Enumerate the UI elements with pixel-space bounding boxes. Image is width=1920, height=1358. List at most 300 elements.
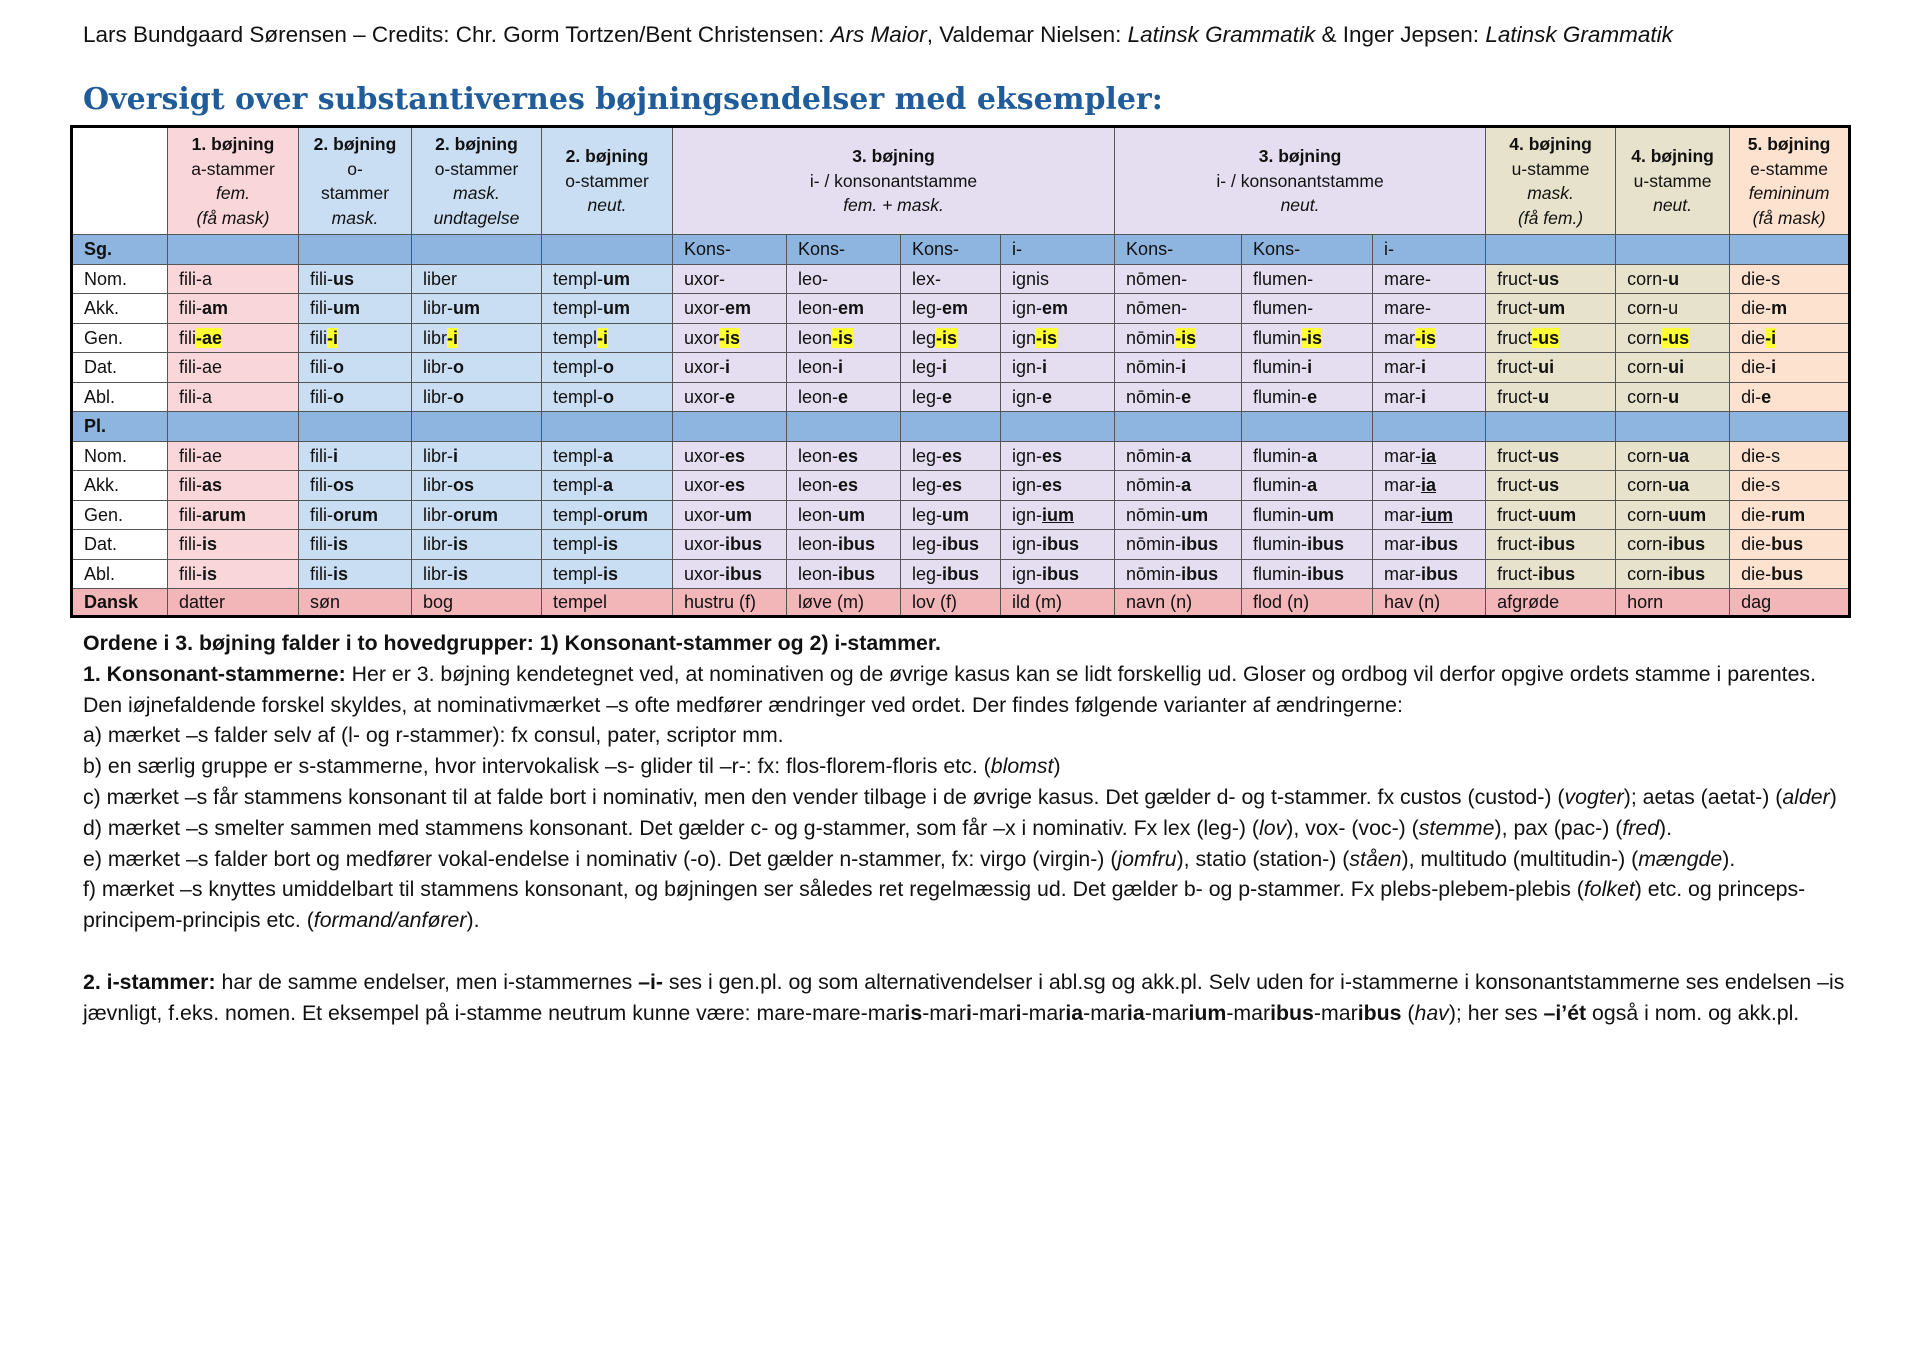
table-cell xyxy=(901,412,1001,442)
section-row xyxy=(72,412,1850,442)
form-part: -is xyxy=(1036,327,1058,348)
table-cell xyxy=(1001,589,1115,617)
table-cell xyxy=(673,559,787,589)
form-part: fili- xyxy=(310,475,333,496)
form-part: i xyxy=(1307,357,1313,378)
form-part: -is xyxy=(1415,327,1437,348)
form-part: arum xyxy=(202,504,247,525)
table-cell xyxy=(542,471,673,501)
form-part: ua xyxy=(1668,445,1690,466)
form-part: fili- xyxy=(179,534,202,555)
table-cell xyxy=(1373,382,1486,412)
form-part: i xyxy=(725,357,731,378)
table-cell xyxy=(1616,294,1730,324)
form-part: e xyxy=(1761,386,1772,407)
table-cell xyxy=(787,353,901,383)
form-part: leg- xyxy=(912,298,943,319)
header-line: 4. bøjning xyxy=(1631,146,1714,167)
form-part: libr- xyxy=(423,475,453,496)
form-part: ign- xyxy=(1012,386,1043,407)
form-part: templ- xyxy=(553,534,604,555)
table-cell xyxy=(1001,471,1115,501)
text-run: blomst xyxy=(990,754,1054,779)
table-cell xyxy=(1730,412,1850,442)
declension-table xyxy=(70,125,1851,618)
text-run: 1. Konsonant-stammerne: xyxy=(83,661,346,686)
form-part: us xyxy=(333,268,355,289)
form-part: leg- xyxy=(912,445,943,466)
table-cell xyxy=(1730,441,1850,471)
text-run: -mar xyxy=(1021,1000,1066,1025)
form-part: am xyxy=(202,298,229,319)
form-part: ibus xyxy=(838,534,876,555)
form-part: templ- xyxy=(553,386,604,407)
form-part: corn- xyxy=(1627,475,1669,496)
header-line: mask. xyxy=(453,183,500,203)
form-part: em xyxy=(942,298,969,319)
form-part: libr- xyxy=(423,298,453,319)
text-run: ), pax (pac-) ( xyxy=(1494,815,1623,840)
header-line: i- / konsonantstamme xyxy=(809,170,978,191)
paragraph xyxy=(83,782,1853,813)
form-part: ui xyxy=(1668,357,1685,378)
credits-line xyxy=(83,22,1673,48)
form-part: leg- xyxy=(912,534,943,555)
form-part: fruct- xyxy=(1497,504,1539,525)
form-part: es xyxy=(838,475,859,496)
form-part: ibus xyxy=(1668,563,1706,584)
form-part: nōmin- xyxy=(1126,504,1182,525)
table-cell xyxy=(412,235,542,265)
form-part: fili- xyxy=(310,534,333,555)
table-cell xyxy=(1486,382,1616,412)
text-run: e) mærket –s falder bort og medfører vokal-endelse i nominativ (-o). Det gælder n-stammer, fx: virgo (virgin-) ( xyxy=(83,846,1118,871)
form-part: um xyxy=(603,268,631,289)
form-part: e xyxy=(942,386,953,407)
table-cell xyxy=(299,294,412,324)
stem-label: Kons- xyxy=(798,239,846,260)
table-cell xyxy=(168,559,299,589)
form-part: nōmen- xyxy=(1126,298,1188,319)
form-part: flumen- xyxy=(1253,298,1314,319)
text-run: b) en særlig gruppe er s-stammerne, hvor intervokalisk –s- glider til –r-: fx: flos-florem-floris etc. ( xyxy=(83,754,991,779)
form-part: i xyxy=(453,445,459,466)
row-label: Pl. xyxy=(72,412,168,442)
form-part: -i xyxy=(1765,327,1777,348)
form-part: ibus xyxy=(1538,534,1576,555)
text-run: Ordene i 3. bøjning falder i to hovedgrupper: 1) Konsonant-stammer og 2) i-stammer. xyxy=(83,631,941,655)
table-cell xyxy=(787,264,901,294)
row-label: Dat. xyxy=(72,530,168,560)
form-part: -ae xyxy=(196,327,223,348)
form-part: flumin- xyxy=(1253,534,1308,555)
form-part: templ xyxy=(553,327,598,348)
form-part: libr- xyxy=(423,386,453,407)
table-cell xyxy=(542,382,673,412)
text-run: formand/anfører xyxy=(313,908,467,933)
form-part: uxor- xyxy=(684,445,726,466)
form-part: flumin xyxy=(1253,327,1302,348)
table-cell xyxy=(1373,589,1486,617)
form-part: tempel xyxy=(553,592,608,612)
text-run: ), vox- (voc-) ( xyxy=(1286,815,1419,840)
form-part: i xyxy=(1421,386,1427,407)
table-cell xyxy=(412,471,542,501)
table-cell xyxy=(1115,235,1242,265)
form-part: fruct- xyxy=(1497,298,1539,319)
form-part: fili-a xyxy=(179,386,213,407)
form-part: um xyxy=(453,298,480,319)
form-part: navn (n) xyxy=(1126,592,1193,612)
table-cell xyxy=(1616,323,1730,353)
form-part: orum xyxy=(453,504,498,525)
stem-label: Kons- xyxy=(1253,239,1301,260)
row-label: Abl. xyxy=(72,382,168,412)
row-label: Dansk xyxy=(72,589,168,617)
form-part: ibus xyxy=(1307,563,1345,584)
header-line: (få mask) xyxy=(196,207,270,228)
table-row xyxy=(72,500,1850,530)
text-run: –i- xyxy=(638,969,663,994)
form-part: mare- xyxy=(1384,298,1432,319)
text-run: ia xyxy=(1126,1000,1145,1025)
form-part: ui xyxy=(1538,357,1555,378)
form-part: um xyxy=(333,298,360,319)
text-run: -mar xyxy=(1083,1000,1127,1025)
declension-table-wrapper xyxy=(70,125,1848,618)
form-part: orum xyxy=(333,504,378,525)
table-cell xyxy=(901,353,1001,383)
form-part: libr xyxy=(423,327,448,348)
form-part: um xyxy=(725,504,753,525)
form-part: i xyxy=(1181,357,1187,378)
form-part: fili-ae xyxy=(179,357,223,378)
table-cell xyxy=(787,235,901,265)
form-part: i xyxy=(1421,357,1427,378)
form-part: -is xyxy=(1175,327,1197,348)
form-part: is xyxy=(453,534,469,555)
form-part: corn- xyxy=(1627,504,1669,525)
table-cell xyxy=(542,264,673,294)
header-cell xyxy=(542,127,673,235)
form-part: corn- xyxy=(1627,298,1669,319)
form-part: es xyxy=(942,475,963,496)
stem-label: Kons- xyxy=(684,239,732,260)
form-part: os xyxy=(333,475,355,496)
section-row xyxy=(72,235,1850,265)
table-row xyxy=(72,559,1850,589)
table-cell xyxy=(1115,412,1242,442)
table-cell xyxy=(412,589,542,617)
text-run: også i nom. og akk.pl. xyxy=(1586,1000,1800,1025)
table-row xyxy=(72,530,1850,560)
form-part: ibus xyxy=(725,563,763,584)
form-part: ibus xyxy=(725,534,763,555)
table-cell xyxy=(1242,294,1373,324)
form-part: ign- xyxy=(1012,563,1043,584)
header-line: 4. bøjning xyxy=(1509,134,1592,154)
form-part: leon- xyxy=(798,298,839,319)
table-cell xyxy=(1001,323,1115,353)
table-cell xyxy=(1486,530,1616,560)
form-part: ibus xyxy=(838,563,876,584)
table-cell xyxy=(1373,323,1486,353)
form-part: ign- xyxy=(1012,504,1043,525)
header-line: 5. bøjning xyxy=(1747,134,1831,154)
form-part: løve (m) xyxy=(798,592,864,612)
form-part: leon- xyxy=(798,386,839,407)
form-part: uxor- xyxy=(684,386,726,407)
header-line: neut. xyxy=(1280,195,1320,216)
paragraph xyxy=(83,844,1853,875)
header-line: fem. + mask. xyxy=(843,195,944,216)
table-cell xyxy=(299,471,412,501)
form-part: fili-ae xyxy=(179,445,223,466)
form-part: flumen- xyxy=(1253,268,1314,289)
form-part: ua xyxy=(1668,475,1690,496)
form-part: es xyxy=(725,445,746,466)
text-run: ) xyxy=(1829,784,1837,809)
header-line: 3. bøjning xyxy=(1258,146,1342,167)
dansk-row xyxy=(72,589,1850,617)
text-run: ). xyxy=(1722,846,1736,871)
form-part: mar- xyxy=(1384,357,1422,378)
table-cell xyxy=(787,559,901,589)
form-part: i xyxy=(333,445,339,466)
table-row xyxy=(72,471,1850,501)
table-cell xyxy=(1242,500,1373,530)
form-part: m xyxy=(1771,298,1788,319)
table-cell xyxy=(1616,441,1730,471)
header-line: o-stammer xyxy=(434,158,519,179)
form-part: em xyxy=(838,298,865,319)
table-row xyxy=(72,294,1850,324)
form-part: hav (n) xyxy=(1384,592,1441,612)
header-line: mask. xyxy=(1527,183,1574,203)
form-part: leg- xyxy=(912,504,943,525)
table-cell xyxy=(412,500,542,530)
table-cell xyxy=(673,382,787,412)
form-part: leg- xyxy=(912,386,943,407)
text-run: folket xyxy=(1583,877,1635,902)
form-part: templ- xyxy=(553,475,604,496)
table-cell xyxy=(412,264,542,294)
form-part: fili- xyxy=(310,445,333,466)
form-part: fili- xyxy=(179,298,202,319)
form-part: uxor xyxy=(684,327,720,348)
table-cell xyxy=(168,500,299,530)
table-cell xyxy=(1001,530,1115,560)
table-cell xyxy=(901,530,1001,560)
form-part: i xyxy=(942,357,948,378)
form-part: flumin- xyxy=(1253,475,1308,496)
text-run: vogter xyxy=(1564,784,1624,809)
table-cell xyxy=(1242,559,1373,589)
form-part: ibus xyxy=(1042,534,1080,555)
form-part: mar- xyxy=(1384,563,1422,584)
credits-book-latinsk-grammatik-1: Latinsk Grammatik xyxy=(1127,22,1316,47)
form-part: -us xyxy=(1662,327,1690,348)
form-part: die- xyxy=(1741,504,1772,525)
form-part: -is xyxy=(719,327,741,348)
form-part: us xyxy=(1538,268,1560,289)
table-cell xyxy=(1242,589,1373,617)
text-run: mængde xyxy=(1638,846,1723,871)
text-run: lov xyxy=(1259,815,1287,840)
text-run: fred xyxy=(1622,815,1660,840)
form-part: es xyxy=(1042,445,1063,466)
table-cell xyxy=(901,471,1001,501)
table-cell xyxy=(299,323,412,353)
text-run: a) mærket –s falder selv af (l- og r-stammer): fx consul, pater, scriptor mm. xyxy=(83,723,784,748)
header-line: (få mask) xyxy=(1752,207,1826,228)
form-part: ign xyxy=(1012,327,1037,348)
table-cell xyxy=(542,530,673,560)
table-cell xyxy=(1242,441,1373,471)
form-part: uxor- xyxy=(684,357,726,378)
header-cell xyxy=(673,127,1115,235)
table-cell xyxy=(1486,264,1616,294)
table-cell xyxy=(673,323,787,353)
form-part: corn- xyxy=(1627,268,1669,289)
table-cell xyxy=(542,441,673,471)
table-cell xyxy=(168,441,299,471)
form-part: die- xyxy=(1741,357,1772,378)
form-part: flod (n) xyxy=(1253,592,1310,612)
table-cell xyxy=(673,412,787,442)
form-part: es xyxy=(838,445,859,466)
form-part: is xyxy=(202,563,218,584)
form-part: is xyxy=(453,563,469,584)
table-cell xyxy=(168,382,299,412)
table-cell xyxy=(1730,323,1850,353)
table-cell xyxy=(1730,382,1850,412)
form-part: nōmin- xyxy=(1126,563,1182,584)
form-part: -i xyxy=(447,327,459,348)
text-run: ium xyxy=(1188,1000,1227,1025)
form-part: us xyxy=(1538,445,1560,466)
table-cell xyxy=(299,382,412,412)
table-cell xyxy=(299,412,412,442)
text-run: i xyxy=(1015,1000,1022,1025)
table-cell xyxy=(1730,294,1850,324)
table-cell xyxy=(542,235,673,265)
form-part: ibus xyxy=(1668,534,1706,555)
form-part: fili- xyxy=(179,475,202,496)
table-cell xyxy=(901,294,1001,324)
form-part: fruct- xyxy=(1497,534,1539,555)
table-cell xyxy=(787,589,901,617)
table-cell xyxy=(901,500,1001,530)
form-part: corn- xyxy=(1627,445,1669,466)
form-part: os xyxy=(453,475,475,496)
form-part: bog xyxy=(423,592,454,612)
form-part: nōmen- xyxy=(1126,268,1188,289)
text-run: hav xyxy=(1414,1000,1449,1025)
text-run: f) mærket –s knyttes umiddelbart til stammens konsonant, og bøjningen ser således ret regelmæssig ud. Det gælder b- og p-stammer. Fx plebs-plebem-plebis ( xyxy=(83,877,1584,902)
form-part: corn- xyxy=(1627,534,1669,555)
form-part: die- xyxy=(1741,563,1772,584)
table-cell xyxy=(1242,353,1373,383)
form-part: ild (m) xyxy=(1012,592,1062,612)
form-part: ignis xyxy=(1012,268,1050,289)
credits-mid-1: , Valdemar Nielsen: xyxy=(926,22,1128,47)
form-part: flumin- xyxy=(1253,563,1308,584)
table-cell xyxy=(1373,264,1486,294)
table-header xyxy=(72,127,1850,235)
form-part: fruct- xyxy=(1497,386,1539,407)
table-cell xyxy=(168,530,299,560)
form-part: ibus xyxy=(1181,534,1219,555)
table-cell xyxy=(1115,471,1242,501)
header-line: mask. xyxy=(331,207,379,228)
table-cell xyxy=(168,294,299,324)
form-part: mar- xyxy=(1384,534,1422,555)
table-cell xyxy=(412,294,542,324)
table-cell xyxy=(901,323,1001,353)
header-line: (få fem.) xyxy=(1517,207,1584,228)
table-cell xyxy=(1373,412,1486,442)
table-cell xyxy=(1242,530,1373,560)
table-cell xyxy=(542,294,673,324)
table-cell xyxy=(787,530,901,560)
form-part: fruct- xyxy=(1497,268,1539,289)
text-run: d) mærket –s smelter sammen med stammens konsonant. Det gælder c- og g-stammer, som får –x i nominativ. Fx lex (leg-) ( xyxy=(83,815,1260,840)
header-line: u-stamme xyxy=(1633,170,1712,191)
table-cell xyxy=(299,441,412,471)
table-cell xyxy=(1115,530,1242,560)
form-part: libr- xyxy=(423,357,453,378)
table-cell xyxy=(168,353,299,383)
table-cell xyxy=(1730,500,1850,530)
form-part: ibus xyxy=(942,563,980,584)
header-line: 2. bøjning xyxy=(435,134,518,154)
table-cell xyxy=(901,264,1001,294)
form-part: corn xyxy=(1627,327,1663,348)
form-part: uxor- xyxy=(684,504,726,525)
row-label: Nom. xyxy=(72,441,168,471)
table-cell xyxy=(1616,264,1730,294)
form-part: leon- xyxy=(798,445,839,466)
form-part: mar- xyxy=(1384,445,1422,466)
form-part: bus xyxy=(1771,534,1804,555)
credits-book-ars-maior: Ars Maior xyxy=(830,22,927,47)
table-cell xyxy=(1486,500,1616,530)
text-run: ( xyxy=(1401,1000,1415,1025)
form-part: a xyxy=(603,475,614,496)
form-part: datter xyxy=(179,592,226,612)
table-cell xyxy=(542,353,673,383)
text-run: -mar xyxy=(922,1000,966,1025)
table-cell xyxy=(1115,589,1242,617)
table-row xyxy=(72,353,1850,383)
table-cell xyxy=(1486,559,1616,589)
header-cell xyxy=(1486,127,1616,235)
form-part: rum xyxy=(1771,504,1806,525)
row-label: Gen. xyxy=(72,500,168,530)
text-run: ia xyxy=(1065,1000,1084,1025)
form-part: mar- xyxy=(1384,475,1422,496)
table-cell xyxy=(1486,294,1616,324)
form-part: um xyxy=(603,298,631,319)
form-part: liber xyxy=(423,268,458,289)
table-cell xyxy=(1616,559,1730,589)
paragraph-gap xyxy=(83,936,1853,967)
form-part: o xyxy=(333,386,344,407)
table-cell xyxy=(542,559,673,589)
text-run: Her er 3. bøjning kendetegnet ved, at nominativen og de øvrige kasus kan se lidt forskellig ud. Gloser og ordbog vil derfor opgive ordets stamme i parentes. Den iøjnefaldende forskel skyldes, at nominativmærket –s ofte medfører ændringer ved ordet. Der findes følgende varianter af ændringerne: xyxy=(83,661,1816,717)
header-line: o-stammer xyxy=(565,170,649,191)
